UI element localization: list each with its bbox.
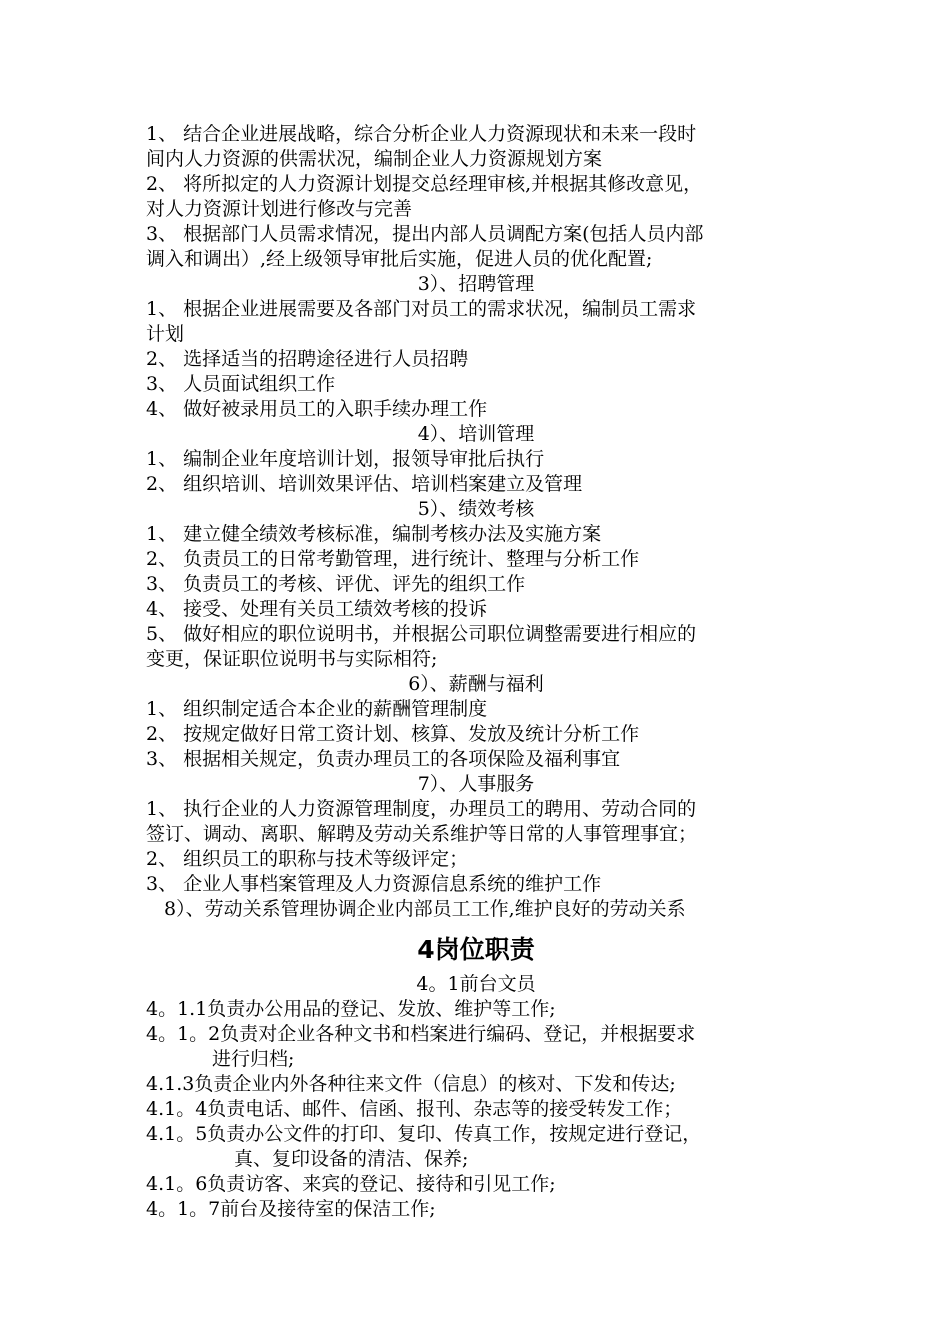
- text-line: 1、 结合企业进展战略，综合分析企业人力资源现状和未来一段时: [146, 123, 697, 145]
- text-line: 1、 编制企业年度培训计划，报领导审批后执行: [146, 448, 545, 470]
- text-line: 2、 组织员工的职称与技术等级评定；: [146, 848, 469, 870]
- text-line: 3、 根据部门人员需求情况，提出内部人员调配方案(包括人员内部: [146, 223, 704, 245]
- section-title-personnel: 7）、人事服务: [417, 773, 535, 795]
- section-line-labor-relations: 8）、劳动关系管理协调企业内部员工工作,维护良好的劳动关系: [164, 898, 686, 920]
- duty-line-continued: 进行归档;: [212, 1048, 295, 1070]
- text-line: 1、 执行企业的人力资源管理制度，办理员工的聘用、劳动合同的: [146, 798, 697, 820]
- text-line: 2、 负责员工的日常考勤管理，进行统计、整理与分析工作: [146, 548, 640, 570]
- duty-line: 4。1.1负责办公用品的登记、发放、维护等工作;: [146, 998, 556, 1020]
- section-title-recruitment: 3）、招聘管理: [417, 273, 535, 295]
- text-line: 2、 按规定做好日常工资计划、核算、发放及统计分析工作: [146, 723, 640, 745]
- duty-line: 4.1。5负责办公文件的打印、复印、传真工作，按规定进行登记，: [146, 1123, 702, 1145]
- text-line: 计划: [146, 323, 185, 345]
- text-line: 5、 做好相应的职位说明书，并根据公司职位调整需要进行相应的: [146, 623, 697, 645]
- duty-line: 4.1.3负责企业内外各种往来文件（信息）的核对、下发和传达;: [146, 1073, 676, 1095]
- text-line: 签订、调动、离职、解聘及劳动关系维护等日常的人事管理事宜；: [146, 823, 698, 845]
- subsection-title: 4。1前台文员: [416, 973, 536, 995]
- text-line: 1、 根据企业进展需要及各部门对员工的需求状况，编制员工需求: [146, 298, 697, 320]
- section-title-compensation: 6）、薪酬与福利: [408, 673, 544, 695]
- text-line: 3、 负责员工的考核、评优、评先的组织工作: [146, 573, 526, 595]
- text-line: 1、 组织制定适合本企业的薪酬管理制度: [146, 698, 488, 720]
- duty-line: 4.1。4负责电话、邮件、信函、报刊、杂志等的接受转发工作；: [146, 1098, 683, 1120]
- text-line: 变更，保证职位说明书与实际相符;: [146, 648, 438, 670]
- text-line: 4、 接受、处理有关员工绩效考核的投诉: [146, 598, 488, 620]
- duty-line: 4。1。7前台及接待室的保洁工作;: [146, 1198, 436, 1220]
- text-line: 1、 建立健全绩效考核标准，编制考核办法及实施方案: [146, 523, 602, 545]
- duty-line: 4。1。2负责对企业各种文书和档案进行编码、登记，并根据要求: [146, 1023, 696, 1045]
- text-line: 4、 做好被录用员工的入职手续办理工作: [146, 398, 488, 420]
- document-page: [146, 122, 806, 1222]
- text-line: 3、 根据相关规定，负责办理员工的各项保险及福利事宜: [146, 748, 621, 770]
- text-line: 调入和调出）,经上级领导审批后实施，促进人员的优化配置;: [146, 248, 653, 270]
- section-title-training: 4）、培训管理: [417, 423, 535, 445]
- text-line: 间内人力资源的供需状况，编制企业人力资源规划方案: [146, 148, 603, 170]
- text-line: 2、 将所拟定的人力资源计划提交总经理审核,并根据其修改意见，: [146, 173, 703, 195]
- text-line: 3、 人员面试组织工作: [146, 373, 336, 395]
- text-line: 3、 企业人事档案管理及人力资源信息系统的维护工作: [146, 873, 602, 895]
- text-line: 2、 组织培训、培训效果评估、培训档案建立及管理: [146, 473, 583, 495]
- duty-line-continued: 真、复印设备的清洁、保养;: [234, 1148, 469, 1170]
- duty-line: 4.1。6负责访客、来宾的登记、接待和引见工作;: [146, 1173, 556, 1195]
- text-line: 对人力资源计划进行修改与完善: [146, 198, 413, 220]
- section-title-performance: 5）、绩效考核: [417, 498, 535, 520]
- text-line: 2、 选择适当的招聘途径进行人员招聘: [146, 348, 469, 370]
- chapter-heading: 4岗位职责: [417, 935, 535, 964]
